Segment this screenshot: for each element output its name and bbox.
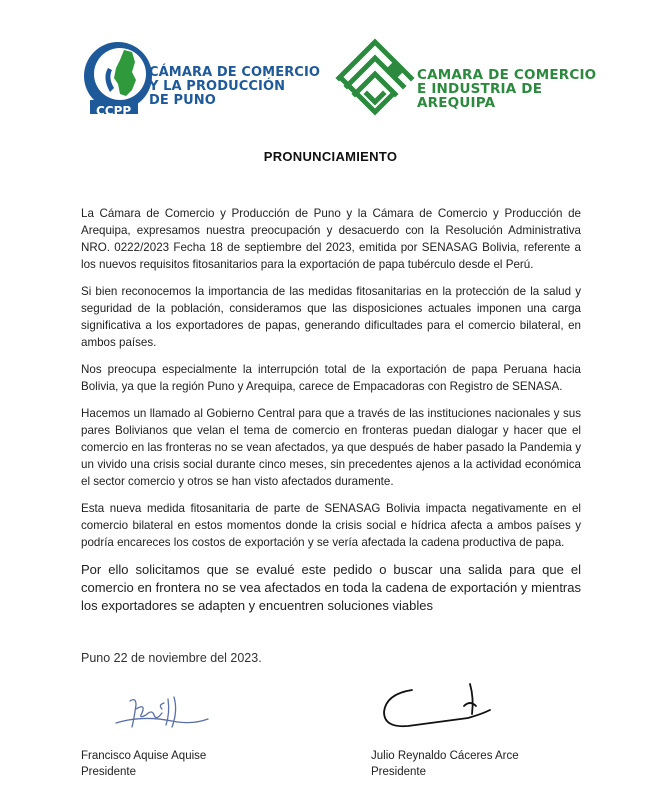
puno-chamber-logo [80,38,320,118]
arequipa-chamber-name [417,68,597,110]
document-body [81,205,581,625]
puno-abbreviation: CCPP [96,104,132,118]
puno-name-line-1: CÁMARA DE COMERCIO [149,65,321,80]
arequipa-name-line-3: AREQUIPA [417,95,496,111]
paragraph-4: Hacemos un llamado al Gobierno Central para que a través de las instituciones nacionales y sus pares Bolivianos que velan el tema de comercio en fronteras puedan dialogar y hacer que el comercio en las fronteras no se vean afectados, ya que después de haber pasado la Pandemia y un vivido una crisis social durante cinco meses, sin precedentes ajenos a la actividad económica el sector comercio y otros se han visto afectados duramente. [81,407,581,488]
signature-left [112,693,212,738]
puno-name-line-2: Y LA PRODUCCIÓN [149,79,286,94]
signer-right [371,748,519,780]
arequipa-emblem-icon [333,30,417,120]
signer-left-role: Presidente [81,766,136,778]
signer-right-name: Julio Reynaldo Cáceres Arce [371,750,519,762]
arequipa-chamber-logo [333,30,597,120]
paragraph-6: Por ello solicitamos que se evalué este pedido o buscar una salida para que el comercio en frontera no se vea afectados en toda la cadena de exportación y mientras los exportadores se adapten y encuentren soluciones viables [81,562,581,613]
signer-left-name: Francisco Aquise Aquise [81,750,207,762]
paragraph-2: Si bien reconocemos la importancia de las medidas fitosanitarias en la protección de la salud y seguridad de la población, consideramos que las disposiciones actuales imponen una carga significativa a los exportadores de papas, generando dificultades para el comercio bilateral, en ambos países. [81,285,581,349]
paragraph-1: La Cámara de Comercio y Producción de Puno y la Cámara de Comercio y Producción de Arequipa, expresamos nuestra preocupación y desacuerdo con la Resolución Administrativa NRO. 0222/2023 Fecha 18 de septiembre del 2023, emitida por SENASAG Bolivia, referente a los nuevos requisitos fitosanitarios para la exportación de papa tubérculo desde el Perú. [81,207,581,271]
puno-chamber-name [149,66,324,108]
arequipa-name-line-2: E INDUSTRIA DE [417,81,543,97]
date-line: Puno 22 de noviembre del 2023. [81,651,262,665]
paragraph-3: Nos preocupa especialmente la interrupción total de la exportación de papa Peruana hacia Bolivia, ya que la región Puno y Arequipa, carece de Empacadoras con Registro de SENASA. [81,363,581,393]
arequipa-name-line-1: CAMARA DE COMERCIO [417,67,597,83]
signature-right [378,680,498,735]
signer-left [81,748,206,780]
signer-right-role: Presidente [371,766,426,778]
paragraph-5: Esta nueva medida fitosanitaria de parte de SENASAG Bolivia impacta negativamente en el comercio bilateral en estos momentos donde la crisis social e hídrica afecta a ambos países y podría encareces los costos de exportación y se vería afectada la cadena productiva de papa. [81,502,581,549]
puno-name-line-3: DE PUNO [149,93,216,108]
document-title: PRONUNCIAMIENTO [263,149,398,164]
